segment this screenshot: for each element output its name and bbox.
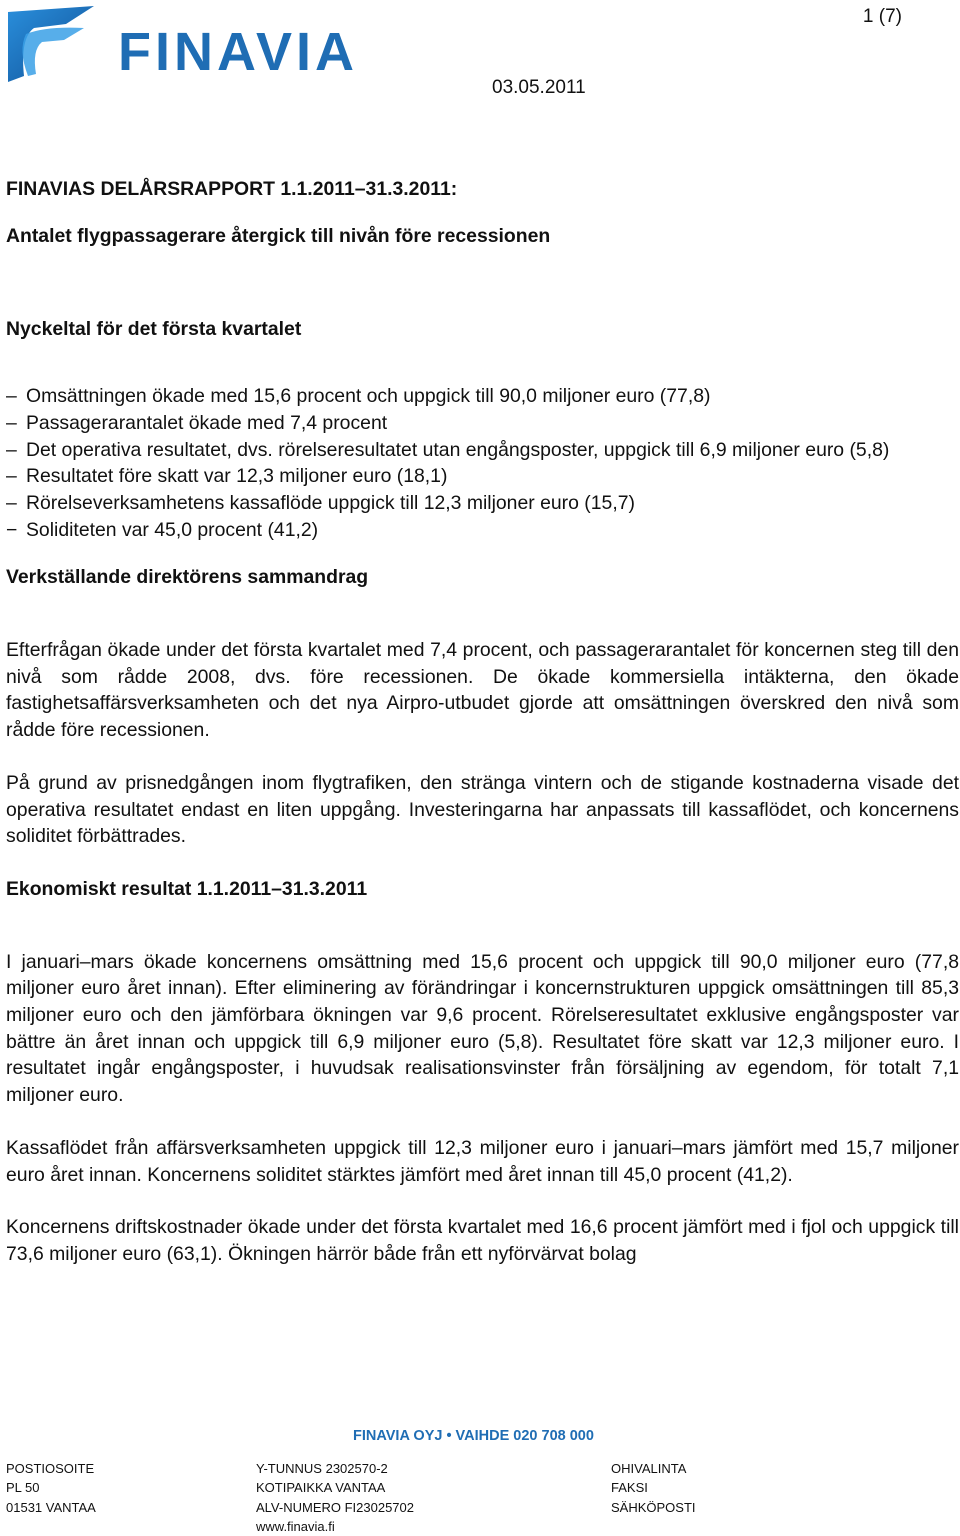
page-number: 1 (7) [862, 6, 902, 27]
financial-result-heading: Ekonomiskt resultat 1.1.2011–31.3.2011 [6, 877, 368, 900]
list-item [6, 437, 959, 464]
ceo-summary-paragraph: Efterfrågan ökade under det första kvartalet med 7,4 procent, och passagerarantalet för koncernen steg till den nivå som rådde 2008, dvs. före recessionen. De ökade kommersiella intäkterna, den ökade fastighetsaffärsverksamheten och det nya Airpro-utbudet gjorde att omsättningen överskred den nivå som rådde före recessionen. [6, 639, 959, 742]
financial-result-paragraph: Koncernens driftskostnader ökade under det första kvartalet med 16,6 procent jämfört med i fjol och uppgick till 73,6 miljoner euro (63,1). Ökningen härrör både från ett nyförvärvat bolag [6, 1216, 959, 1265]
list-item-text: Soliditeten var 45,0 procent (41,2) [26, 518, 319, 541]
list-dash: – [6, 411, 17, 434]
financial-result-paragraph: Kassaflödet från affärsverksamheten uppgick till 12,3 miljoner euro i januari–mars jämfört med 15,7 miljoner euro året innan. Koncernens soliditet stärktes jämfört med året innan till 45,0 procent (41,2). [6, 1136, 959, 1186]
footer-text: PL 50 [6, 1480, 40, 1496]
logo-text: FINAVIA [118, 22, 358, 82]
logo-swoosh-shape [8, 6, 94, 82]
list-item-text: Resultatet före skatt var 12,3 miljoner euro (18,1) [26, 465, 448, 488]
footer-text: POSTIOSOITE [6, 1461, 95, 1476]
ceo-summary-heading: Verkställande direktörens sammandrag [6, 566, 369, 589]
report-title: FINAVIAS DELÅRSRAPPORT 1.1.2011–31.3.2011: [6, 178, 458, 200]
footer-company-line: FINAVIA OYJ • VAIHDE 020 708 000 [353, 1428, 594, 1444]
footer-text: ALV-NUMERO FI23025702 [256, 1499, 414, 1515]
footer-contact-column [611, 1459, 696, 1517]
list-item [6, 410, 959, 437]
list-item-text: Det operativa resultatet, dvs. rörelseresultatet utan engångsposter, uppgick till 6,9 miljoner euro (5,8) [26, 438, 890, 461]
list-item [6, 463, 959, 490]
list-dash: – [6, 465, 17, 488]
footer-company-column [256, 1459, 414, 1536]
list-dash: – [6, 491, 17, 514]
list-item [6, 517, 959, 544]
footer-text: KOTIPAIKKA VANTAA [256, 1480, 386, 1496]
list-item-text: Omsättningen ökade med 15,6 procent och uppgick till 90,0 miljoner euro (77,8) [26, 385, 711, 408]
document-date: 03.05.2011 [492, 77, 586, 98]
footer-website-link[interactable]: www.finavia.fi [256, 1518, 335, 1534]
financial-result-paragraph: I januari–mars ökade koncernens omsättning med 15,6 procent och uppgick till 90,0 miljoner euro (77,8 miljoner euro året innan). Efter eliminering av förändringar i koncernstrukturen uppgick omsättningen till 85,3 miljoner euro och den jämförbara ökningen var 9,6 procent. Rörelseresultatet exklusive engångsposter var bättre än året innan och uppgick till 6,9 miljoner euro (5,8). Resultatet före skatt var 12,3 miljoner euro. I resultatet ingår engångsposter, i huvudsak realisationsvinster från försäljning av egendom, för totalt 7,1 miljoner euro. [6, 950, 959, 1107]
key-figures-list [6, 383, 959, 543]
footer-postal-column [6, 1459, 96, 1517]
footer-text: OHIVALINTA [611, 1461, 687, 1476]
finavia-logo [6, 4, 378, 86]
list-item [6, 490, 959, 517]
report-subtitle: Antalet flygpassagerare återgick till nivån före recessionen [6, 224, 551, 247]
footer-text: SÄHKÖPOSTI [611, 1499, 696, 1515]
report-body [6, 176, 959, 1268]
list-dash: – [6, 385, 17, 408]
footer-text: FAKSI [611, 1480, 648, 1496]
list-dash: – [6, 438, 17, 461]
list-item [6, 383, 959, 410]
ceo-summary-paragraph: På grund av prisnedgången inom flygtrafiken, den stränga vintern och de stigande kostnaderna visade det operativa resultatet endast en liten uppgång. Investeringarna har anpassats till kassaflödet, och koncernens soliditet förbättrades. [6, 771, 959, 848]
list-item-text: Passagerarantalet ökade med 7,4 procent [26, 411, 388, 434]
list-item-text: Rörelseverksamhetens kassaflöde uppgick till 12,3 miljoner euro (15,7) [26, 491, 635, 514]
key-figures-heading: Nyckeltal för det första kvartalet [6, 318, 302, 341]
footer-text: 01531 VANTAA [6, 1499, 96, 1515]
finavia-logo-graphic [6, 4, 378, 86]
list-dash: − [6, 518, 18, 541]
footer-text: Y-TUNNUS 2302570-2 [256, 1461, 388, 1476]
